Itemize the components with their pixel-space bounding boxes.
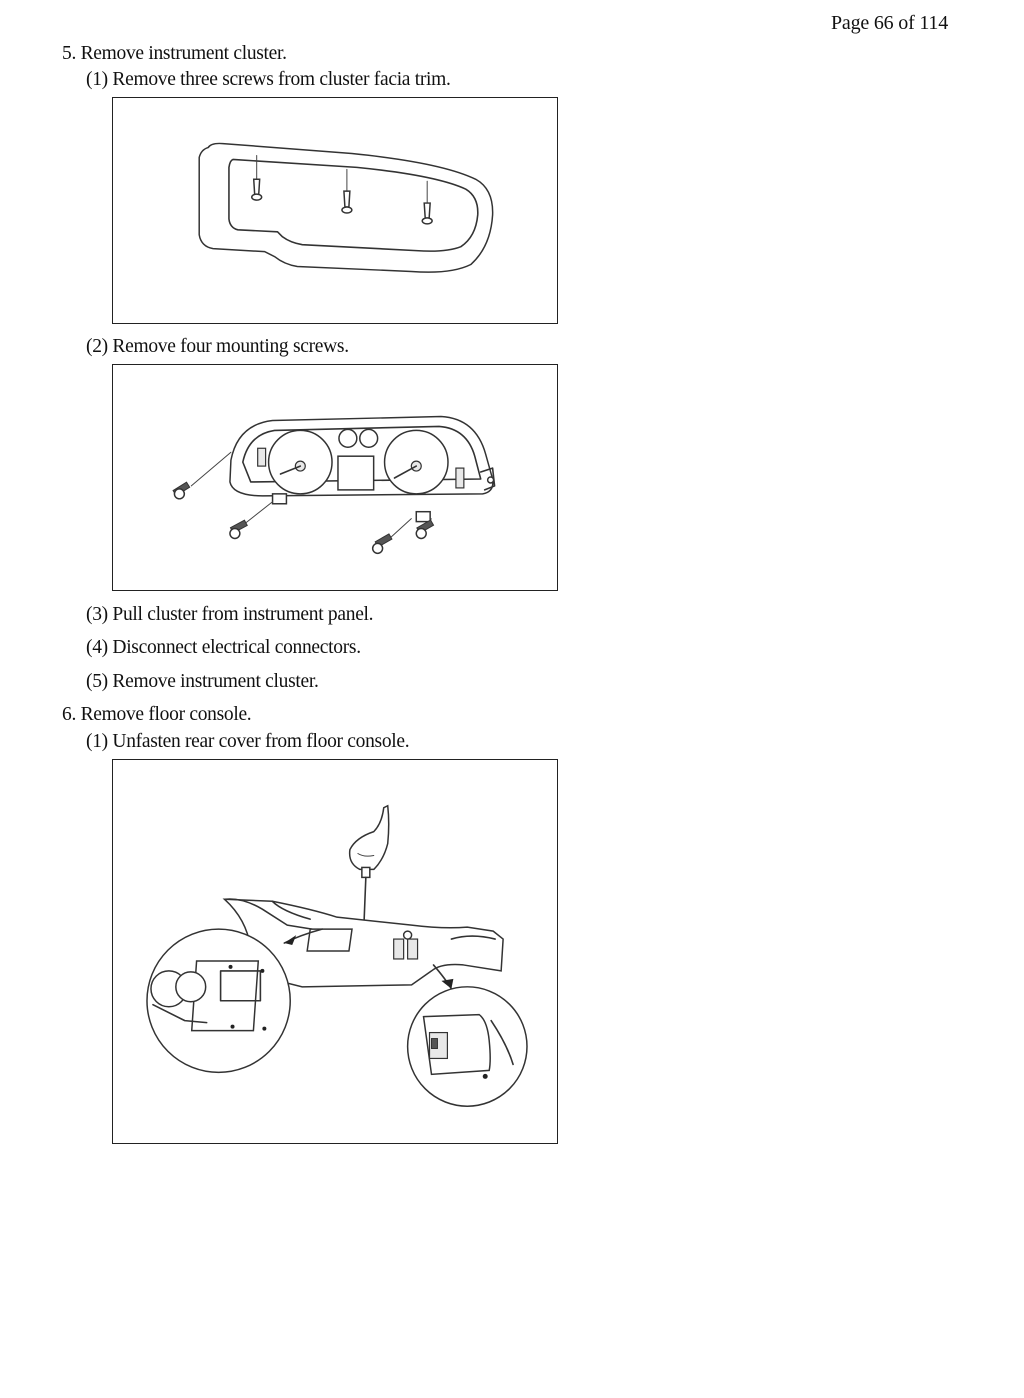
hand-icon: [350, 806, 389, 870]
screw-icon: [230, 502, 273, 539]
figure-instrument-cluster: [112, 364, 558, 591]
step-5-substep-2: (2) Remove four mounting screws.: [86, 336, 349, 357]
detail-circle-right: [408, 987, 527, 1106]
step-5-substep-1: (1) Remove three screws from cluster facia trim.: [86, 69, 451, 90]
screw-icon: [373, 519, 412, 554]
instrument-cluster-screws-illustration: [113, 365, 557, 590]
screw-icon: [173, 452, 231, 499]
screwdriver-icon: [362, 867, 370, 927]
figure-floor-console: [112, 759, 558, 1144]
step-6-title: 6. Remove floor console.: [62, 704, 252, 725]
step-6-substep-1: (1) Unfasten rear cover from floor console.: [86, 731, 410, 752]
floor-console-rear-cover-illustration: [113, 760, 557, 1143]
step-5-substep-3: (3) Pull cluster from instrument panel.: [86, 604, 374, 625]
facia-trim-screws-illustration: [113, 98, 557, 323]
step-5-substep-5: (5) Remove instrument cluster.: [86, 671, 319, 692]
figure-facia-trim: [112, 97, 558, 324]
step-5-substep-4: (4) Disconnect electrical connectors.: [86, 637, 361, 658]
step-5-title: 5. Remove instrument cluster.: [62, 43, 287, 64]
detail-circle-left: [147, 929, 290, 1072]
page-number: Page 66 of 114: [831, 12, 948, 34]
